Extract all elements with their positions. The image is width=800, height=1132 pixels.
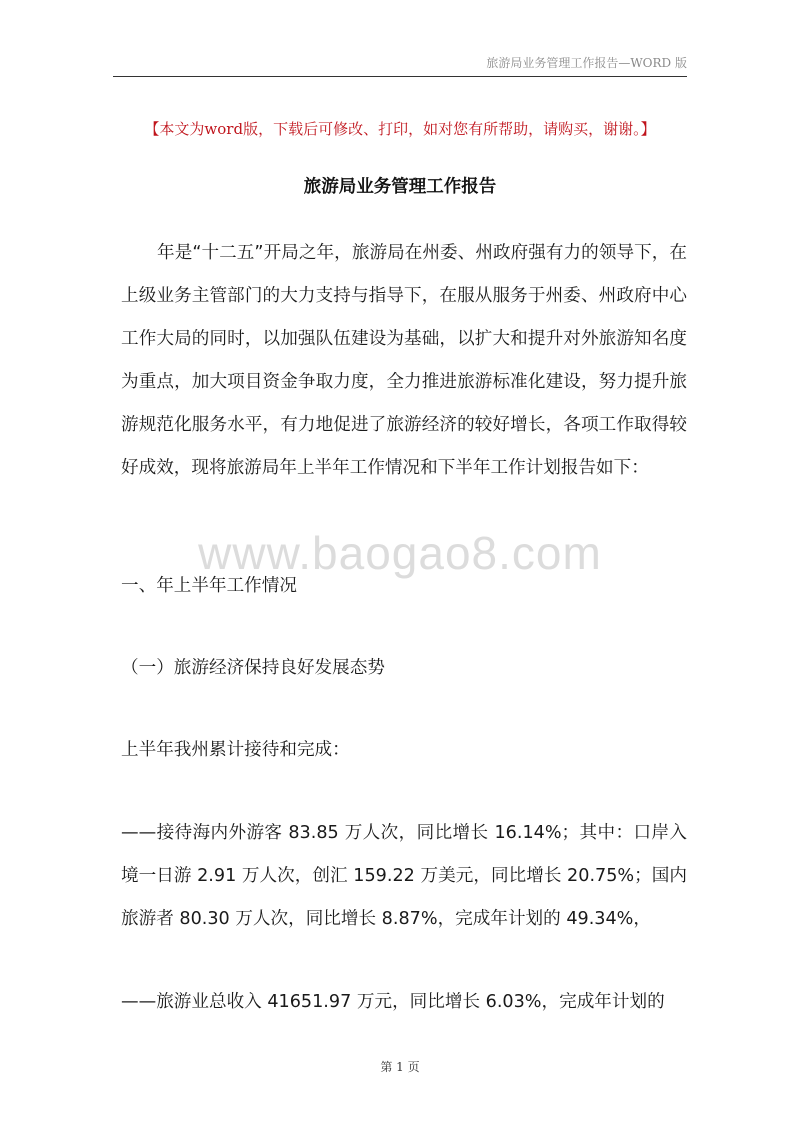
bullet-revenue: ——旅游业总收入 41651.97 万元，同比增长 6.03%，完成年计划的 bbox=[121, 992, 665, 1012]
page-number: 第 1 页 bbox=[380, 1060, 420, 1074]
intro-paragraph-text: 年是“十二五”开局之年，旅游局在州委、州政府强有力的领导下，在上级业务主管部门的大力支持与指导下，在服从服务于州委、州政府中心工作大局的同时，以加强队伍建设为基础，以扩大和提升对外旅游知名度为重点，加大项目资金争取力度，全力推进旅游标准化建设，努力提升旅游规范化服务水平，有力地促进了旅游经济的较好增长，各项工作取得较好成效，现将旅游局年上半年工作情况和下半年工作计划报告如下： bbox=[121, 243, 687, 479]
watermark: www.baogao8.com bbox=[198, 527, 602, 579]
intro-paragraph bbox=[121, 232, 687, 491]
running-header-title: 旅游局业务管理工作报告—WORD 版 bbox=[486, 56, 687, 70]
bullet-visitors: ——接待海内外游客 83.85 万人次，同比增长 16.14%；其中：口岸入境一日游 2.91 万人次，创汇 159.22 万美元，同比增长 20.75%；国内旅游者 80.30 万人次，同比增长 8.87%，完成年计划的 49.34%， bbox=[121, 823, 687, 930]
page-footer bbox=[0, 1058, 800, 1075]
document-title: 旅游局业务管理工作报告 bbox=[303, 177, 497, 197]
lead-line: 上半年我州累计接待和完成： bbox=[121, 740, 350, 760]
purchase-notice: 【本文为word版，下载后可修改、打印，如对您有所帮助，请购买，谢谢。】 bbox=[144, 120, 656, 138]
section-heading-1: 一、年上半年工作情况 bbox=[121, 576, 297, 596]
running-header bbox=[113, 50, 687, 77]
subsection-heading-1: （一）旅游经济保持良好发展态势 bbox=[121, 658, 385, 678]
